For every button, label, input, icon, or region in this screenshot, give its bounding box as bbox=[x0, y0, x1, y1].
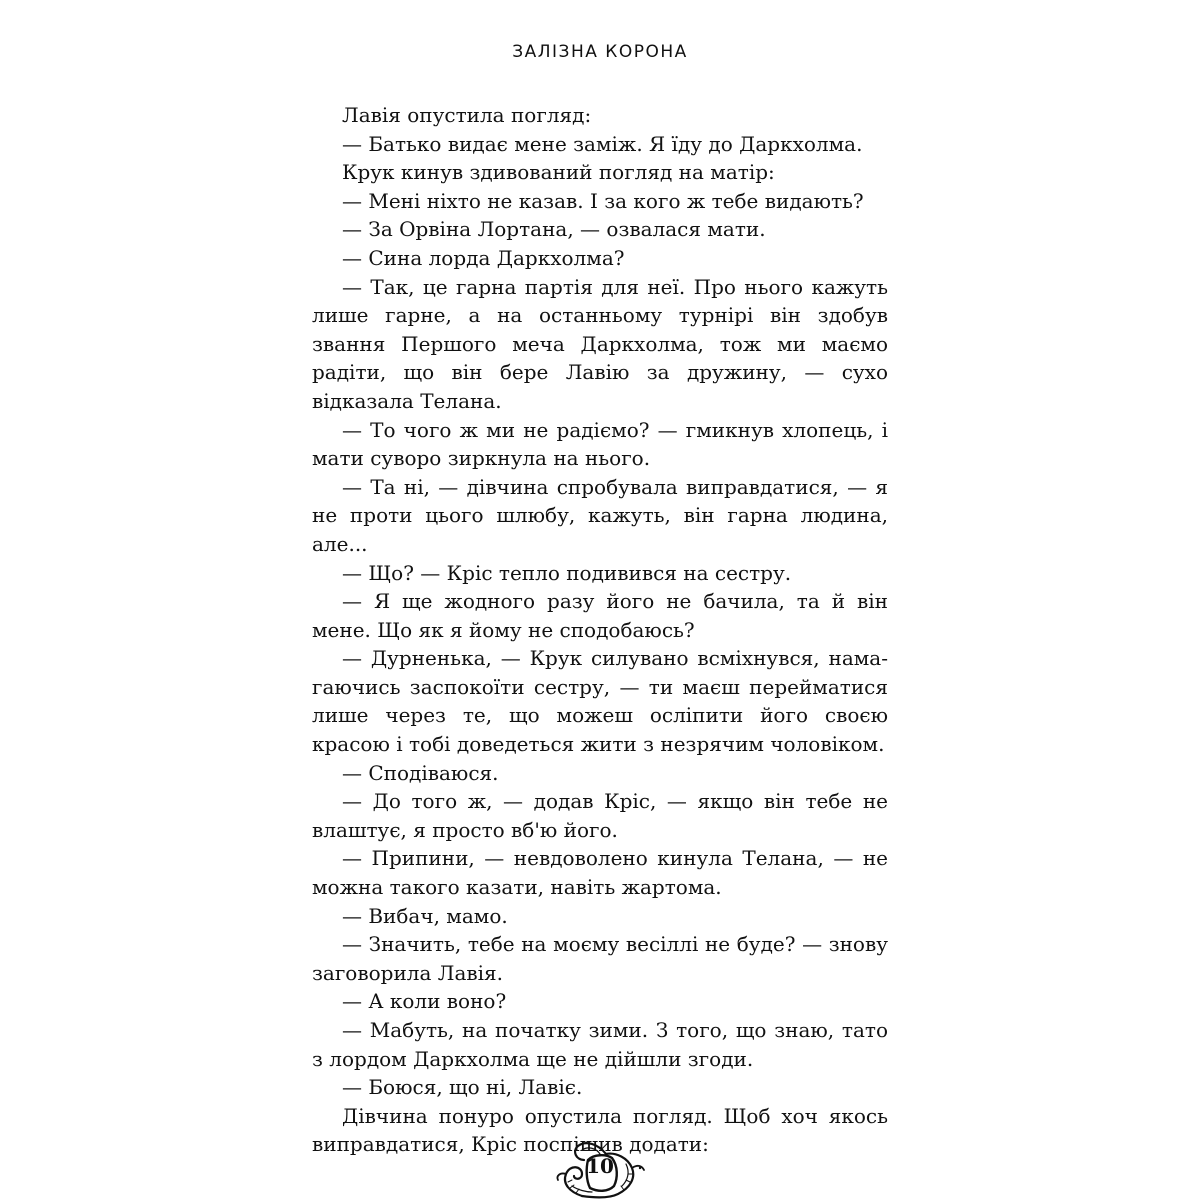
paragraph: — То чого ж ми не радіємо? — гмикнув хлопець, і мати суворо зиркнула на нього. bbox=[312, 417, 888, 471]
paragraph: — Так, це гарна партія для неї. Про нього кажуть лише гарне, а на останньому турнірі він здобув звання Першого меча Даркхолма, тож ми маємо радіти, що він бере Лавію за дружину, — сухо відказала Телана. bbox=[312, 274, 888, 413]
paragraph: — Припини, — невдоволено кинула Телана, — не можна такого казати, навіть жартома. bbox=[312, 846, 888, 900]
paragraph: — Та ні, — дівчина спробувала виправдатися, — я не проти цього шлюбу, кажуть, він гарна людина, але... bbox=[312, 474, 888, 556]
paragraph: — Мені ніхто не казав. І за кого ж тебе видають? bbox=[342, 188, 864, 213]
paragraph: — Мабуть, на початку зими. З того, що знаю, тато з лордом Даркхолма ще не дійшли згоди. bbox=[312, 1018, 888, 1071]
paragraph: — Батько видає мене заміж. Я їду до Даркхолма. bbox=[342, 131, 863, 156]
paragraph: — Сина лорда Даркхолма? bbox=[342, 245, 625, 270]
page-number: 10 bbox=[586, 1154, 614, 1178]
paragraph: — Я ще жодного разу його не бачила, та й він мене. Що як я йому не сподобаюсь? bbox=[312, 589, 888, 642]
paragraph: — А коли воно? bbox=[342, 989, 507, 1014]
body-text bbox=[312, 101, 888, 1159]
paragraph: Дівчина понуро опустила погляд. Щоб хоч якось виправдатися, Кріс поспішив додати: bbox=[312, 1103, 888, 1157]
paragraph: — Вибач, мамо. bbox=[342, 903, 508, 928]
running-title: ЗАЛІЗНА КОРОНА bbox=[512, 42, 688, 62]
paragraph: — Що? — Кріс тепло подивився на сестру. bbox=[342, 560, 792, 585]
paragraph: — Сподіваюся. bbox=[342, 760, 499, 785]
page-number-ornament bbox=[552, 1138, 648, 1200]
paragraph: — До того ж, — додав Кріс, — якщо він тебе не влаштує, я просто вб'ю його. bbox=[312, 789, 888, 842]
paragraph: — За Орвіна Лортана, — озвалася мати. bbox=[342, 217, 766, 242]
paragraph: Крук кинув здивований погляд на матір: bbox=[342, 160, 775, 185]
paragraph: — Дурненька, — Крук силувано всміхнувся, намагаючись заспокоїти сестру, — ти маєш перейматися лише через те, що можеш осліпити його своєю красою і тобі доведеться жити з незрячим чоловіком. bbox=[312, 646, 888, 757]
paragraph: — Значить, тебе на моєму весіллі не буде? — знову заговорила Лавія. bbox=[312, 932, 888, 985]
paragraph: Лавія опустила погляд: bbox=[342, 103, 592, 127]
paragraph: — Боюся, що ні, Лавіє. bbox=[342, 1075, 583, 1100]
